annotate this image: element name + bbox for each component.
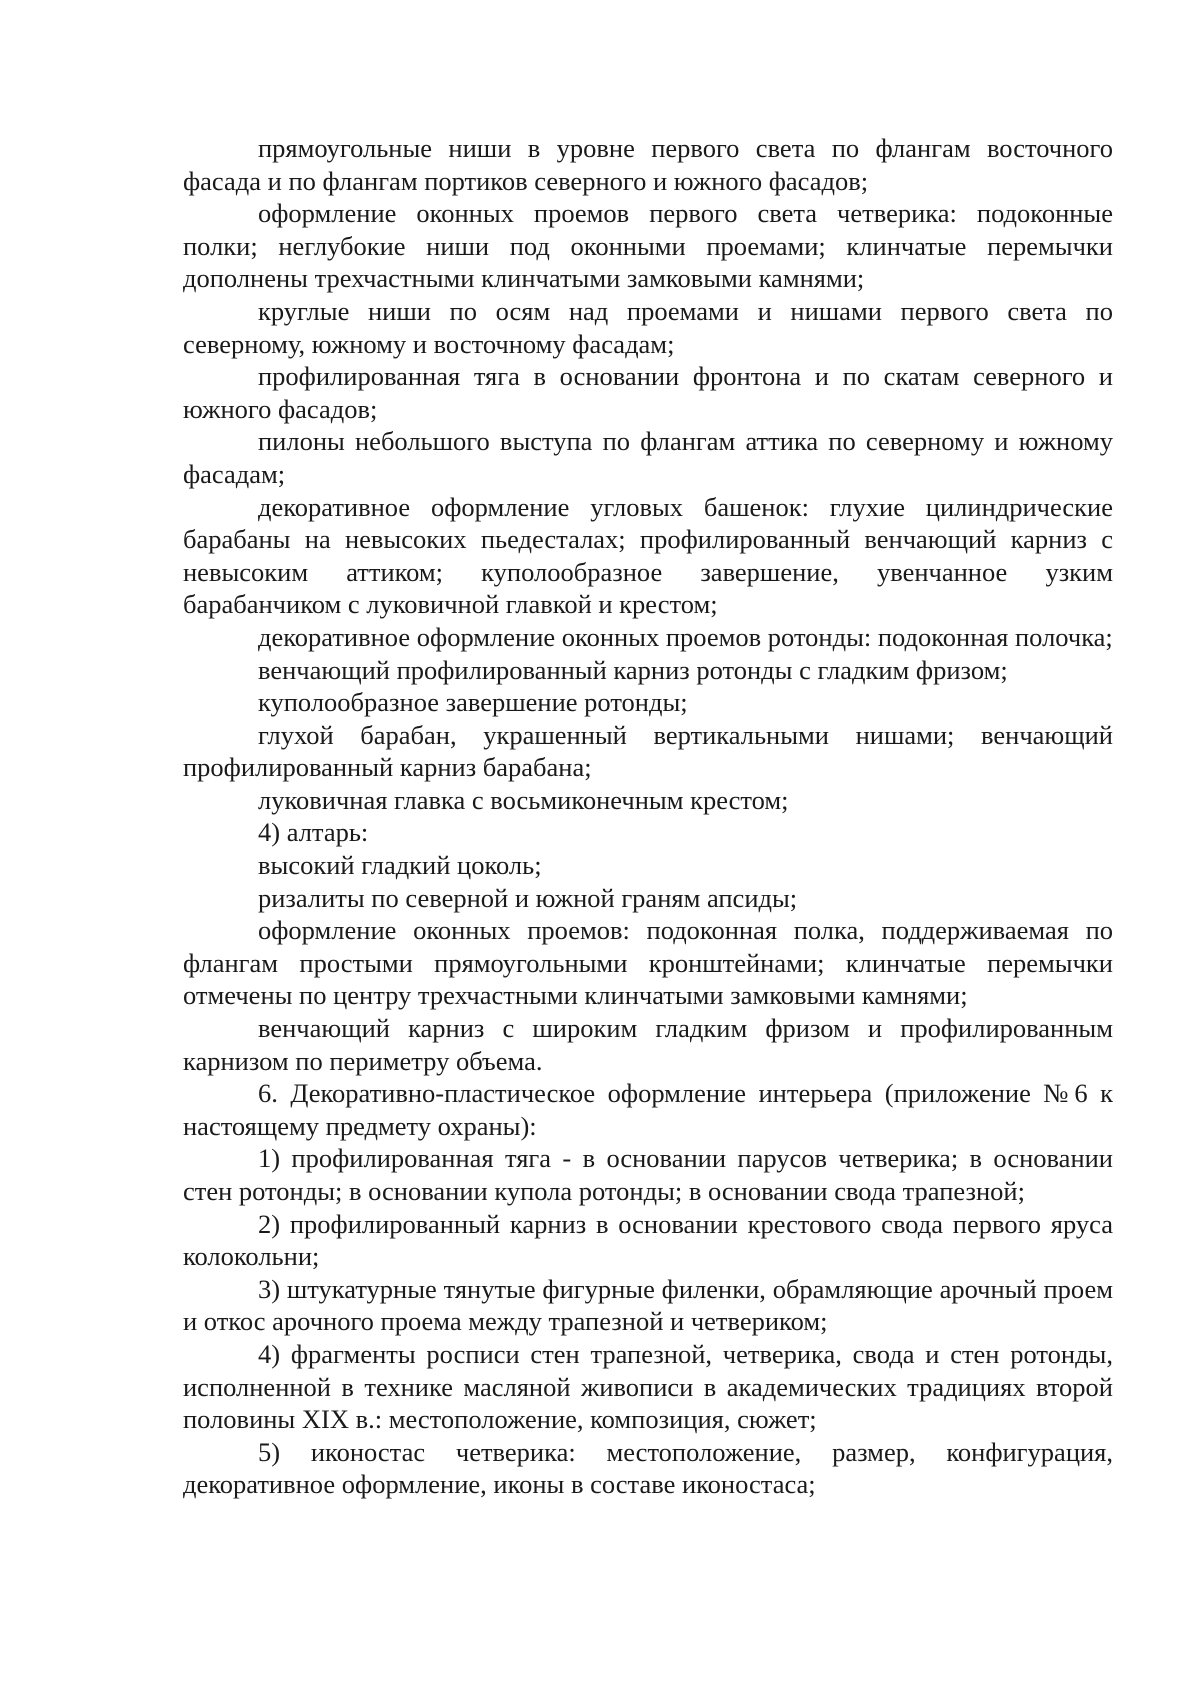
paragraph: пилоны небольшого выступа по флангам аттика по северному и южному фасадам; bbox=[183, 426, 1113, 489]
paragraph: высокий гладкий цоколь; bbox=[258, 850, 542, 881]
paragraph: декоративное оформление угловых башенок: глухие цилиндрические барабаны на невысоких пьедесталах; профилированный венчающий карниз с невысоким аттиком; куполообразное завершение, увенчанное узким барабанчиком с луковичной главкой и крестом; bbox=[183, 491, 1113, 620]
paragraph: 4) фрагменты росписи стен трапезной, четверика, свода и стен ротонды, исполненной в технике масляной живописи в академических традициях второй половины XIX в.: местоположение, композиция, сюжет; bbox=[183, 1338, 1113, 1435]
paragraph: оформление оконных проемов: подоконная полка, поддерживаемая по флангам простыми прямоугольными кронштейнами; клинчатые перемычки отмечены по центру трехчастными клинчатыми замковыми камнями; bbox=[183, 915, 1113, 1011]
paragraph: 2) профилированный карниз в основании крестового свода первого яруса колокольни; bbox=[183, 1208, 1113, 1272]
paragraph: луковичная главка с восьмиконечным крестом; bbox=[258, 784, 789, 815]
paragraph: 6. Декоративно-пластическое оформление интерьера (приложение №6 к настоящему предмету охраны): bbox=[183, 1078, 1113, 1141]
paragraph: ризалиты по северной и южной граням апсиды; bbox=[258, 882, 798, 913]
paragraph: 3) штукатурные тянутые фигурные филенки, обрамляющие арочный проем и откос арочного проема между трапезной и четвериком; bbox=[183, 1273, 1113, 1337]
paragraph: куполообразное завершение ротонды; bbox=[258, 687, 688, 718]
paragraph: 4) алтарь: bbox=[258, 817, 369, 848]
paragraph: круглые ниши по осям над проемами и нишами первого света по северному, южному и восточному фасадам; bbox=[183, 295, 1113, 359]
paragraph: венчающий профилированный карниз ротонды с гладким фризом; bbox=[258, 654, 1008, 685]
paragraph: глухой барабан, украшенный вертикальными нишами; венчающий профилированный карниз барабана; bbox=[183, 719, 1113, 783]
paragraph: 5) иконостас четверика: местоположение, размер, конфигурация, декоративное оформление, иконы в составе иконостаса; bbox=[183, 1436, 1113, 1500]
paragraph: профилированная тяга в основании фронтона и по скатам северного и южного фасадов; bbox=[183, 361, 1113, 424]
paragraph: 1) профилированная тяга - в основании парусов четверика; в основании стен ротонды; в основании купола ротонды; в основании свода трапезной; bbox=[183, 1143, 1113, 1206]
paragraph: декоративное оформление оконных проемов ротонды: подоконная полочка; bbox=[258, 621, 1113, 652]
paragraph: венчающий карниз с широким гладким фризом и профилированным карнизом по периметру объема. bbox=[183, 1013, 1113, 1076]
paragraph: прямоугольные ниши в уровне первого света по флангам восточного фасада и по флангам портиков северного и южного фасадов; bbox=[183, 133, 1113, 196]
document-body bbox=[183, 132, 1113, 1501]
paragraph: оформление оконных проемов первого света четверика: подоконные полки; неглубокие ниши под оконными проемами; клинчатые перемычки дополнены трехчастными клинчатыми замковыми камнями; bbox=[183, 198, 1113, 294]
